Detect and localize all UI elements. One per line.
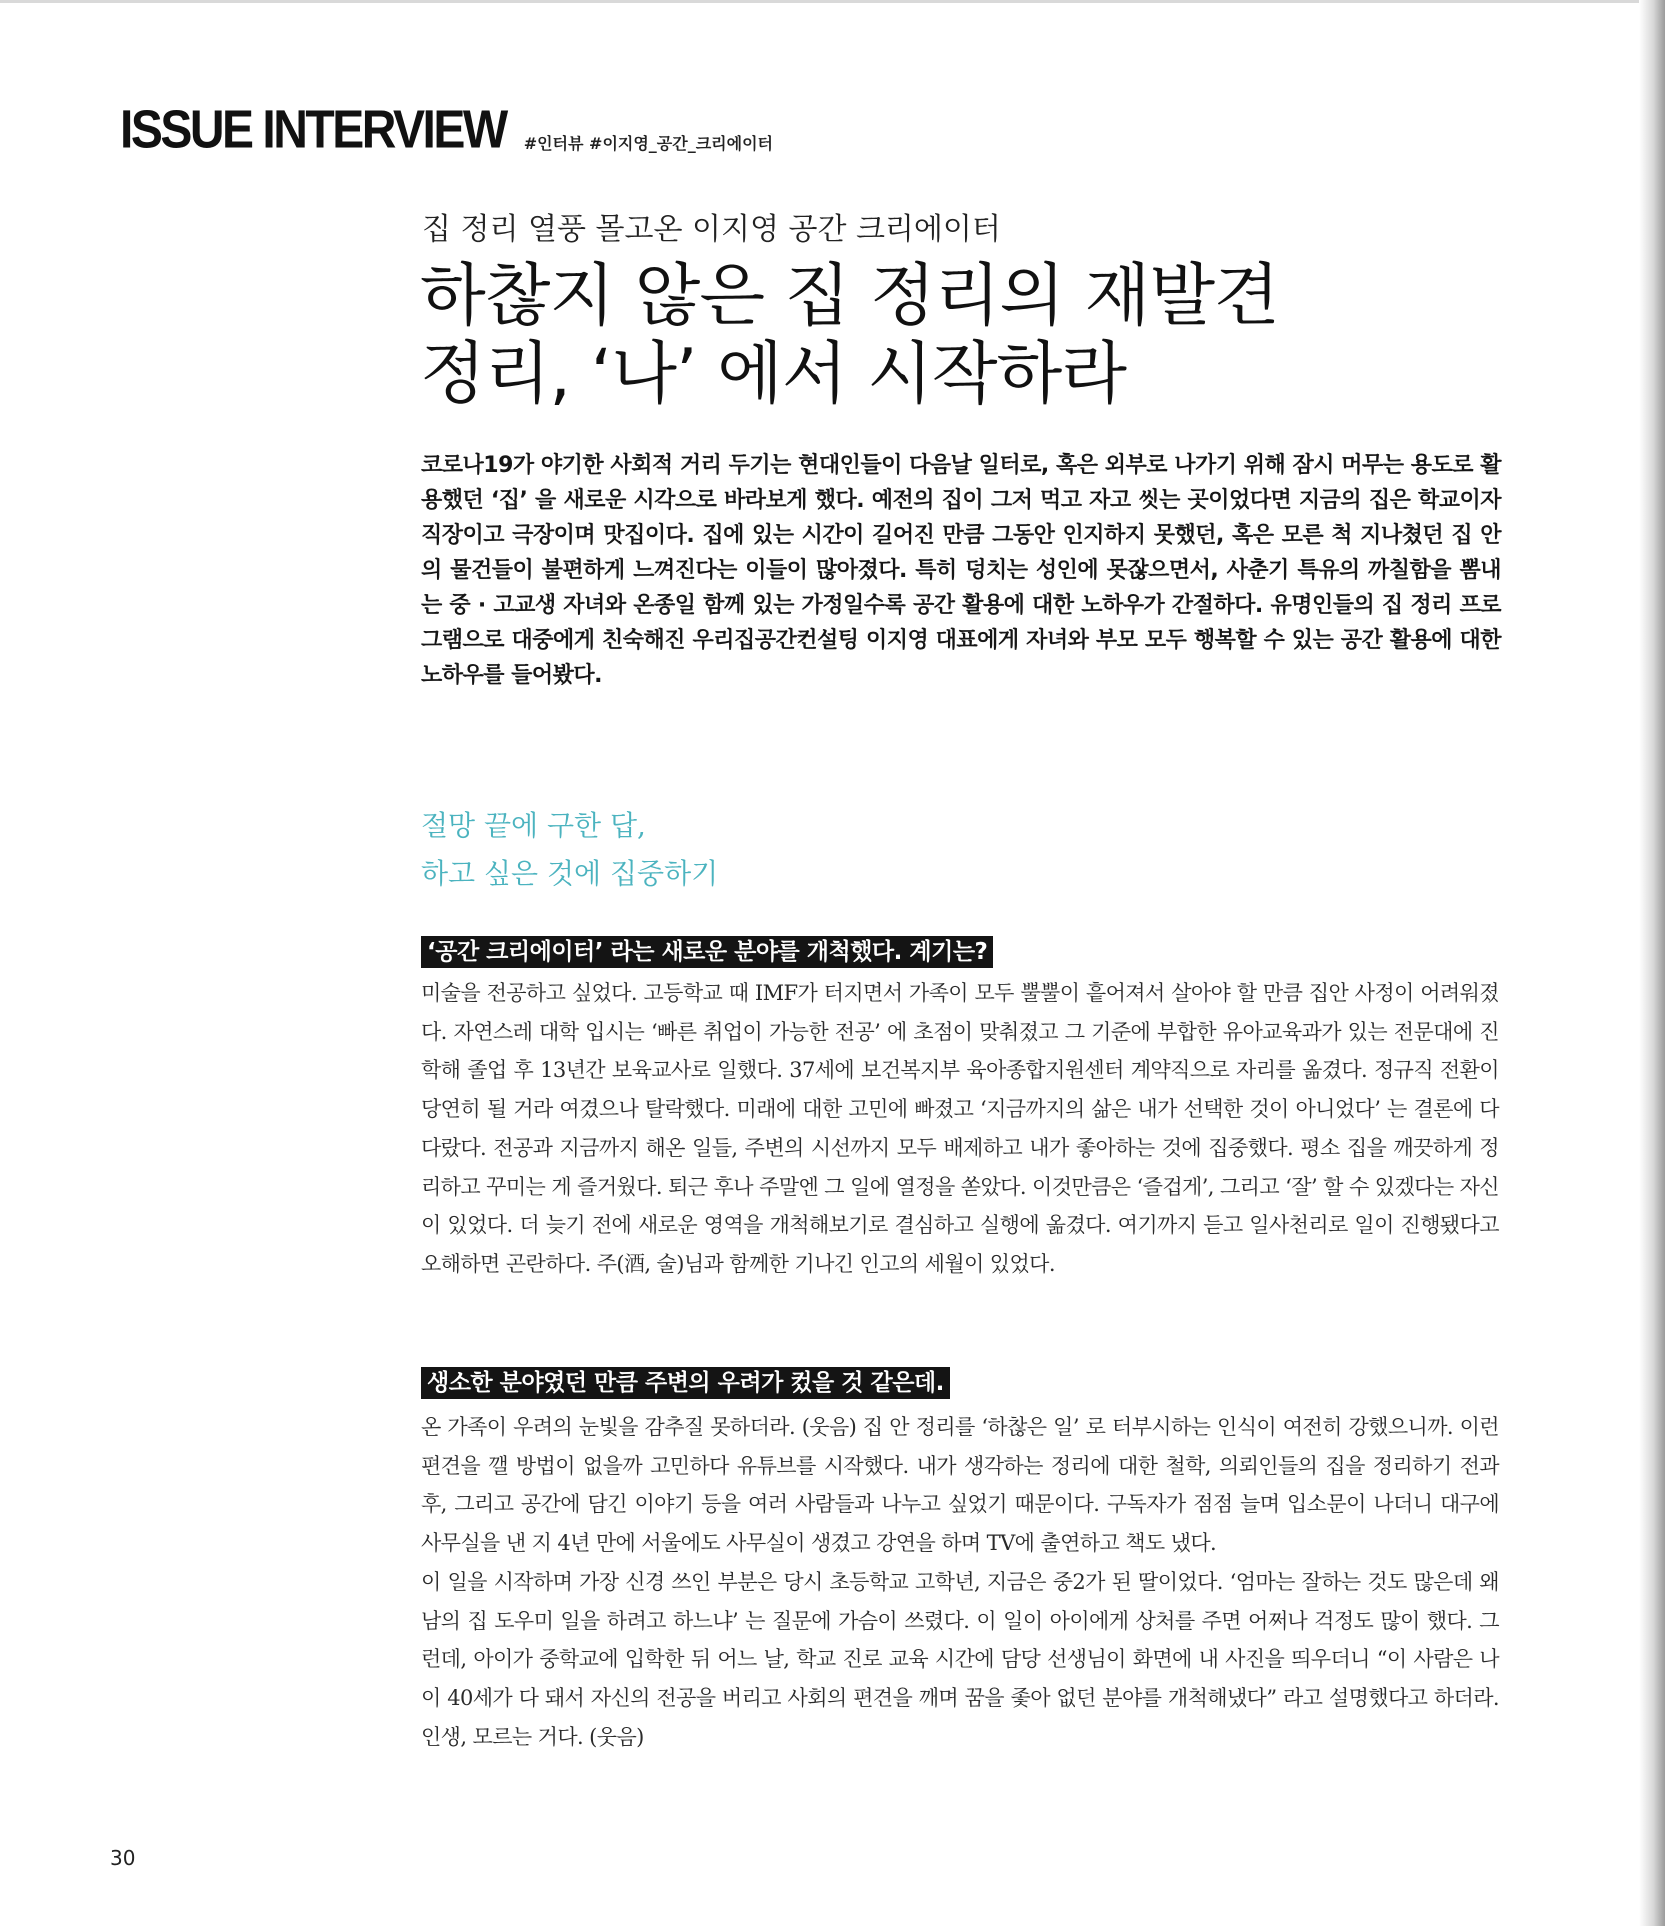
page-number: 30 — [110, 1846, 136, 1870]
subhead-line-1: 절망 끝에 구한 답, — [421, 809, 646, 842]
answer-2-paragraph-2: 이 일을 시작하며 가장 신경 쓰인 부분은 당시 초등학교 고학년, 지금은 중2가 된 딸이었다. ‘엄마는 잘하는 것도 많은데 왜 남의 집 도우미 일을 하려고 하느냐’ 는 질문에 가슴이 쓰렸다. 이 일이 아이에게 상처를 주면 어쩌나 걱정도 많이 했다. 그런데, 아이가 중학교에 입학한 뒤 어느 날, 학교 진로 교육 시간에 담당 선생님이 화면에 내 사진을 띄우더니 “이 사람은 나이 40세가 다 돼서 자신의 전공을 버리고 사회의 편견을 깨며 꿈을 좇아 없던 분야를 개척해냈다” 라고 설명했다고 하더라. 인생, 모르는 거다. (웃음) — [421, 1569, 1499, 1749]
interview-question-2: 생소한 분야였던 만큼 주변의 우려가 컸을 것 같은데. — [421, 1367, 950, 1399]
interview-question-1: ‘공간 크리에이터’ 라는 새로운 분야를 개척했다. 계기는? — [421, 936, 993, 968]
answer-1-paragraph: 미술을 전공하고 싶었다. 고등학교 때 IMF가 터지면서 가족이 모두 뿔뿔이 흩어져서 살아야 할 만큼 집안 사정이 어려워졌다. 자연스레 대학 입시는 ‘빠른 취업이 가능한 전공’ 에 초점이 맞춰졌고 그 기준에 부합한 유아교육과가 있는 전문대에 진학해 졸업 후 13년간 보육교사로 일했다. 37세에 보건복지부 육아종합지원센터 계약직으로 자리를 옮겼다. 정규직 전환이 당연히 될 거라 여겼으나 탈락했다. 미래에 대한 고민에 빠졌고 ‘지금까지의 삶은 내가 선택한 것이 아니었다’ 는 결론에 다다랐다. 전공과 지금까지 해온 일들, 주변의 시선까지 모두 배제하고 내가 좋아하는 것에 집중했다. 평소 집을 깨끗하게 정리하고 꾸미는 게 즐거웠다. 퇴근 후나 주말엔 그 일에 열정을 쏟았다. 이것만큼은 ‘즐겁게’, 그리고 ‘잘’ 할 수 있겠다는 자신이 있었다. 더 늦기 전에 새로운 영역을 개척해보기로 결심하고 실행에 옮겼다. 여기까지 듣고 일사천리로 일이 진행됐다고 오해하면 곤란하다. 주(酒, 술)님과 함께한 기나긴 인고의 세월이 있었다. — [421, 981, 1499, 1276]
section-header — [120, 100, 773, 161]
interview-answer-2 — [421, 1408, 1499, 1756]
headline-line-2: 정리, ‘나’ 에서 시작하라 — [420, 335, 1126, 414]
answer-2-paragraph-1: 온 가족이 우려의 눈빛을 감추질 못하더라. (웃음) 집 안 정리를 ‘하찮은 일’ 로 터부시하는 인식이 여전히 강했으니까. 이런 편견을 깰 방법이 없을까 고민하다 유튜브를 시작했다. 내가 생각하는 정리에 대한 철학, 의뢰인들의 집을 정리하기 전과 후, 그리고 공간에 담긴 이야기 등을 여러 사람들과 나누고 싶었기 때문이다. 구독자가 점점 늘며 입소문이 나더니 대구에 사무실을 낸 지 4년 만에 서울에도 사무실이 생겼고 강연을 하며 TV에 출연하고 책도 냈다. — [421, 1415, 1499, 1556]
section-title: ISSUE INTERVIEW — [120, 100, 506, 160]
interview-answer-1 — [421, 974, 1499, 1284]
subhead-line-2: 하고 싶은 것에 집중하기 — [421, 857, 719, 890]
page-top-edge — [0, 0, 1665, 3]
page-binding-shadow — [1639, 0, 1665, 1926]
headline-line-1: 하찮지 않은 집 정리의 재발견 — [420, 257, 1279, 336]
article-lead: 코로나19가 야기한 사회적 거리 두기는 현대인들이 다음날 일터로, 혹은 외부로 나가기 위해 잠시 머무는 용도로 활용했던 ‘집’ 을 새로운 시각으로 바라보게 했다. 예전의 집이 그저 먹고 자고 씻는 곳이었다면 지금의 집은 학교이자 직장이고 극장이며 맛집이다. 집에 있는 시간이 길어진 만큼 그동안 인지하지 못했던, 혹은 모른 척 지나쳤던 집 안의 물건들이 불편하게 느껴진다는 이들이 많아졌다. 특히 덩치는 성인에 못잖으면서, 사춘기 특유의 까칠함을 뽐내는 중 · 고교생 자녀와 온종일 함께 있는 가정일수록 공간 활용에 대한 노하우가 간절하다. 유명인들의 집 정리 프로그램으로 대중에게 친숙해진 우리집공간컨설팅 이지영 대표에게 자녀와 부모 모두 행복할 수 있는 공간 활용에 대한 노하우를 들어봤다. — [421, 453, 1501, 688]
section-hashtags: #인터뷰 #이지영_공간_크리에이터 — [523, 134, 773, 153]
article-subhead — [421, 802, 718, 898]
article-kicker: 집 정리 열풍 몰고온 이지영 공간 크리에이터 — [422, 212, 1001, 247]
article-headline — [420, 258, 1279, 414]
